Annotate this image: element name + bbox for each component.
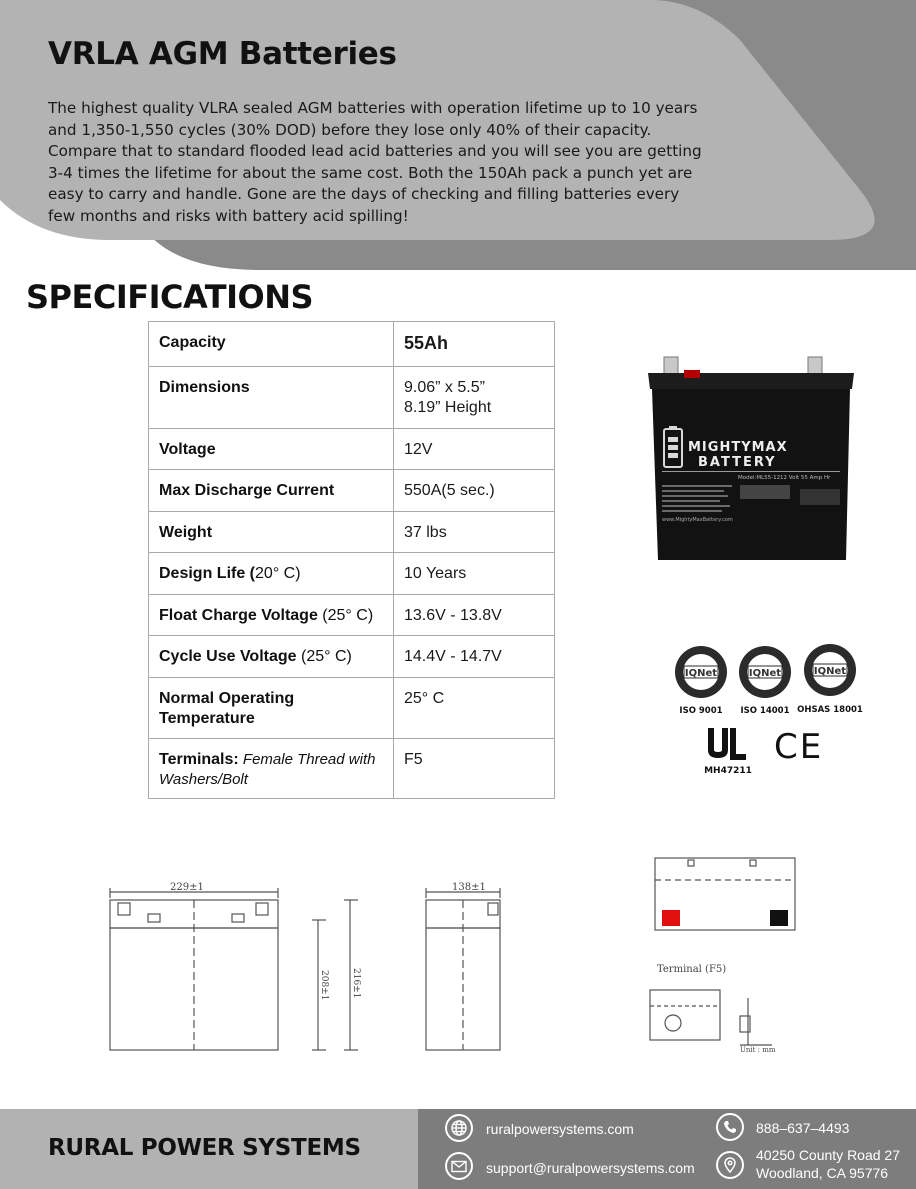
top-view-drawing — [655, 858, 795, 930]
spec-value: 550A(5 sec.) — [394, 470, 555, 512]
ul-code: MH47211 — [704, 766, 752, 776]
spec-value: 25° C — [394, 678, 555, 739]
spec-row-operating-temp — [149, 678, 555, 739]
footer-address — [756, 1146, 900, 1182]
spec-label: Capacity — [149, 322, 394, 367]
spec-label: Voltage — [149, 429, 394, 470]
cert-label: ISO 9001 — [679, 706, 723, 716]
footer-phone[interactable]: 888–637–4493 — [756, 1120, 850, 1136]
footer-brand-name: RURAL POWER SYSTEMS — [48, 1135, 361, 1161]
page-title: VRLA AGM Batteries — [48, 36, 397, 72]
depth-dimension: 138±1 — [452, 882, 486, 893]
width-dimension: 229±1 — [170, 882, 204, 893]
globe-icon — [445, 1114, 473, 1142]
spec-label: Max Discharge Current — [149, 470, 394, 512]
footer-email-link[interactable]: support@ruralpowersystems.com — [486, 1160, 695, 1176]
specifications-table — [148, 321, 555, 799]
spec-value: 55Ah — [394, 322, 555, 367]
iso-14001-badge — [739, 646, 791, 716]
spec-label: Dimensions — [149, 367, 394, 429]
spec-value: F5 — [394, 739, 555, 799]
battery-model: Model:ML55-12 — [738, 475, 781, 481]
height-dimension-2: 216±1 — [351, 968, 361, 999]
battery-brand-line2: BATTERY — [698, 455, 777, 470]
battery-brand-line1: MIGHTYMAX — [688, 440, 788, 455]
spec-row-design-life — [149, 553, 555, 595]
iqnet-text: IQNet — [813, 666, 847, 677]
battery-website: www.MightyMaxBattery.com — [662, 517, 733, 523]
certification-logos — [668, 640, 868, 780]
ce-mark: CE — [774, 727, 824, 767]
footer-address-line1: 40250 County Road 27 — [756, 1147, 900, 1163]
spec-value: 10 Years — [394, 553, 555, 595]
phone-icon — [716, 1113, 744, 1141]
footer-website-link[interactable]: ruralpowersystems.com — [486, 1121, 634, 1137]
spec-row-capacity — [149, 322, 555, 367]
spec-value: 13.6V - 13.8V — [394, 595, 555, 636]
intro-paragraph: The highest quality VLRA sealed AGM batteries with operation lifetime up to 10 years and 1,350-1,550 cycles (30% DOD) before they lose only 40% of their capacity. Compare that to standard flooded lead acid batteries and you will see you are getting 3-4 times the lifetime for about the same cost. Both the 150Ah pack a punch yet are easy to carry and handle. Gone are the days of checking and filling batteries every few months and risks with battery acid spilling! — [48, 99, 702, 225]
spec-row-voltage — [149, 429, 555, 470]
terminal-detail-drawing — [650, 964, 776, 1054]
spec-value: 14.4V - 14.7V — [394, 636, 555, 678]
positive-terminal-icon — [662, 910, 680, 926]
terminal-label: Terminal (F5) — [657, 964, 727, 975]
negative-terminal-icon — [770, 910, 788, 926]
spec-label: Weight — [149, 512, 394, 553]
battery-rating: 12 Volt 55 Amp Hr — [780, 475, 831, 481]
spec-label: Cycle Use Voltage (25° C) — [149, 636, 394, 678]
spec-value: 37 lbs — [394, 512, 555, 553]
height-dimension-1: 208±1 — [319, 970, 329, 1001]
footer-address-line2: Woodland, CA 95776 — [756, 1165, 889, 1181]
technical-drawings — [100, 850, 820, 1060]
envelope-icon — [445, 1152, 473, 1180]
iqnet-text: IQNet — [684, 668, 718, 679]
spec-value: 9.06” x 5.5” 8.19” Height — [394, 367, 555, 429]
ul-recognized-mark — [704, 728, 752, 776]
specifications-heading: SPECIFICATIONS — [26, 278, 314, 316]
spec-label: Float Charge Voltage (25° C) — [149, 595, 394, 636]
cert-label: OHSAS 18001 — [797, 705, 863, 715]
iso-9001-badge — [675, 646, 727, 716]
spec-row-terminals — [149, 739, 555, 799]
cert-label: ISO 14001 — [740, 706, 790, 716]
location-pin-icon — [716, 1151, 744, 1179]
spec-row-dimensions — [149, 367, 555, 429]
spec-label: Terminals: Female Thread with Washers/Bolt — [149, 739, 394, 799]
ohsas-18001-badge — [797, 644, 863, 715]
spec-label: Design Life (20° C) — [149, 553, 394, 595]
spec-row-max-discharge — [149, 470, 555, 512]
unit-label: Unit : mm — [740, 1046, 776, 1054]
iqnet-text: IQNet — [748, 668, 782, 679]
spec-row-float-charge — [149, 595, 555, 636]
front-view-drawing — [110, 882, 361, 1050]
battery-product-image — [640, 355, 860, 565]
spec-label: Normal Operating Temperature — [149, 678, 394, 739]
side-view-drawing — [426, 882, 500, 1050]
spec-value: 12V — [394, 429, 555, 470]
spec-row-cycle-use — [149, 636, 555, 678]
spec-row-weight — [149, 512, 555, 553]
